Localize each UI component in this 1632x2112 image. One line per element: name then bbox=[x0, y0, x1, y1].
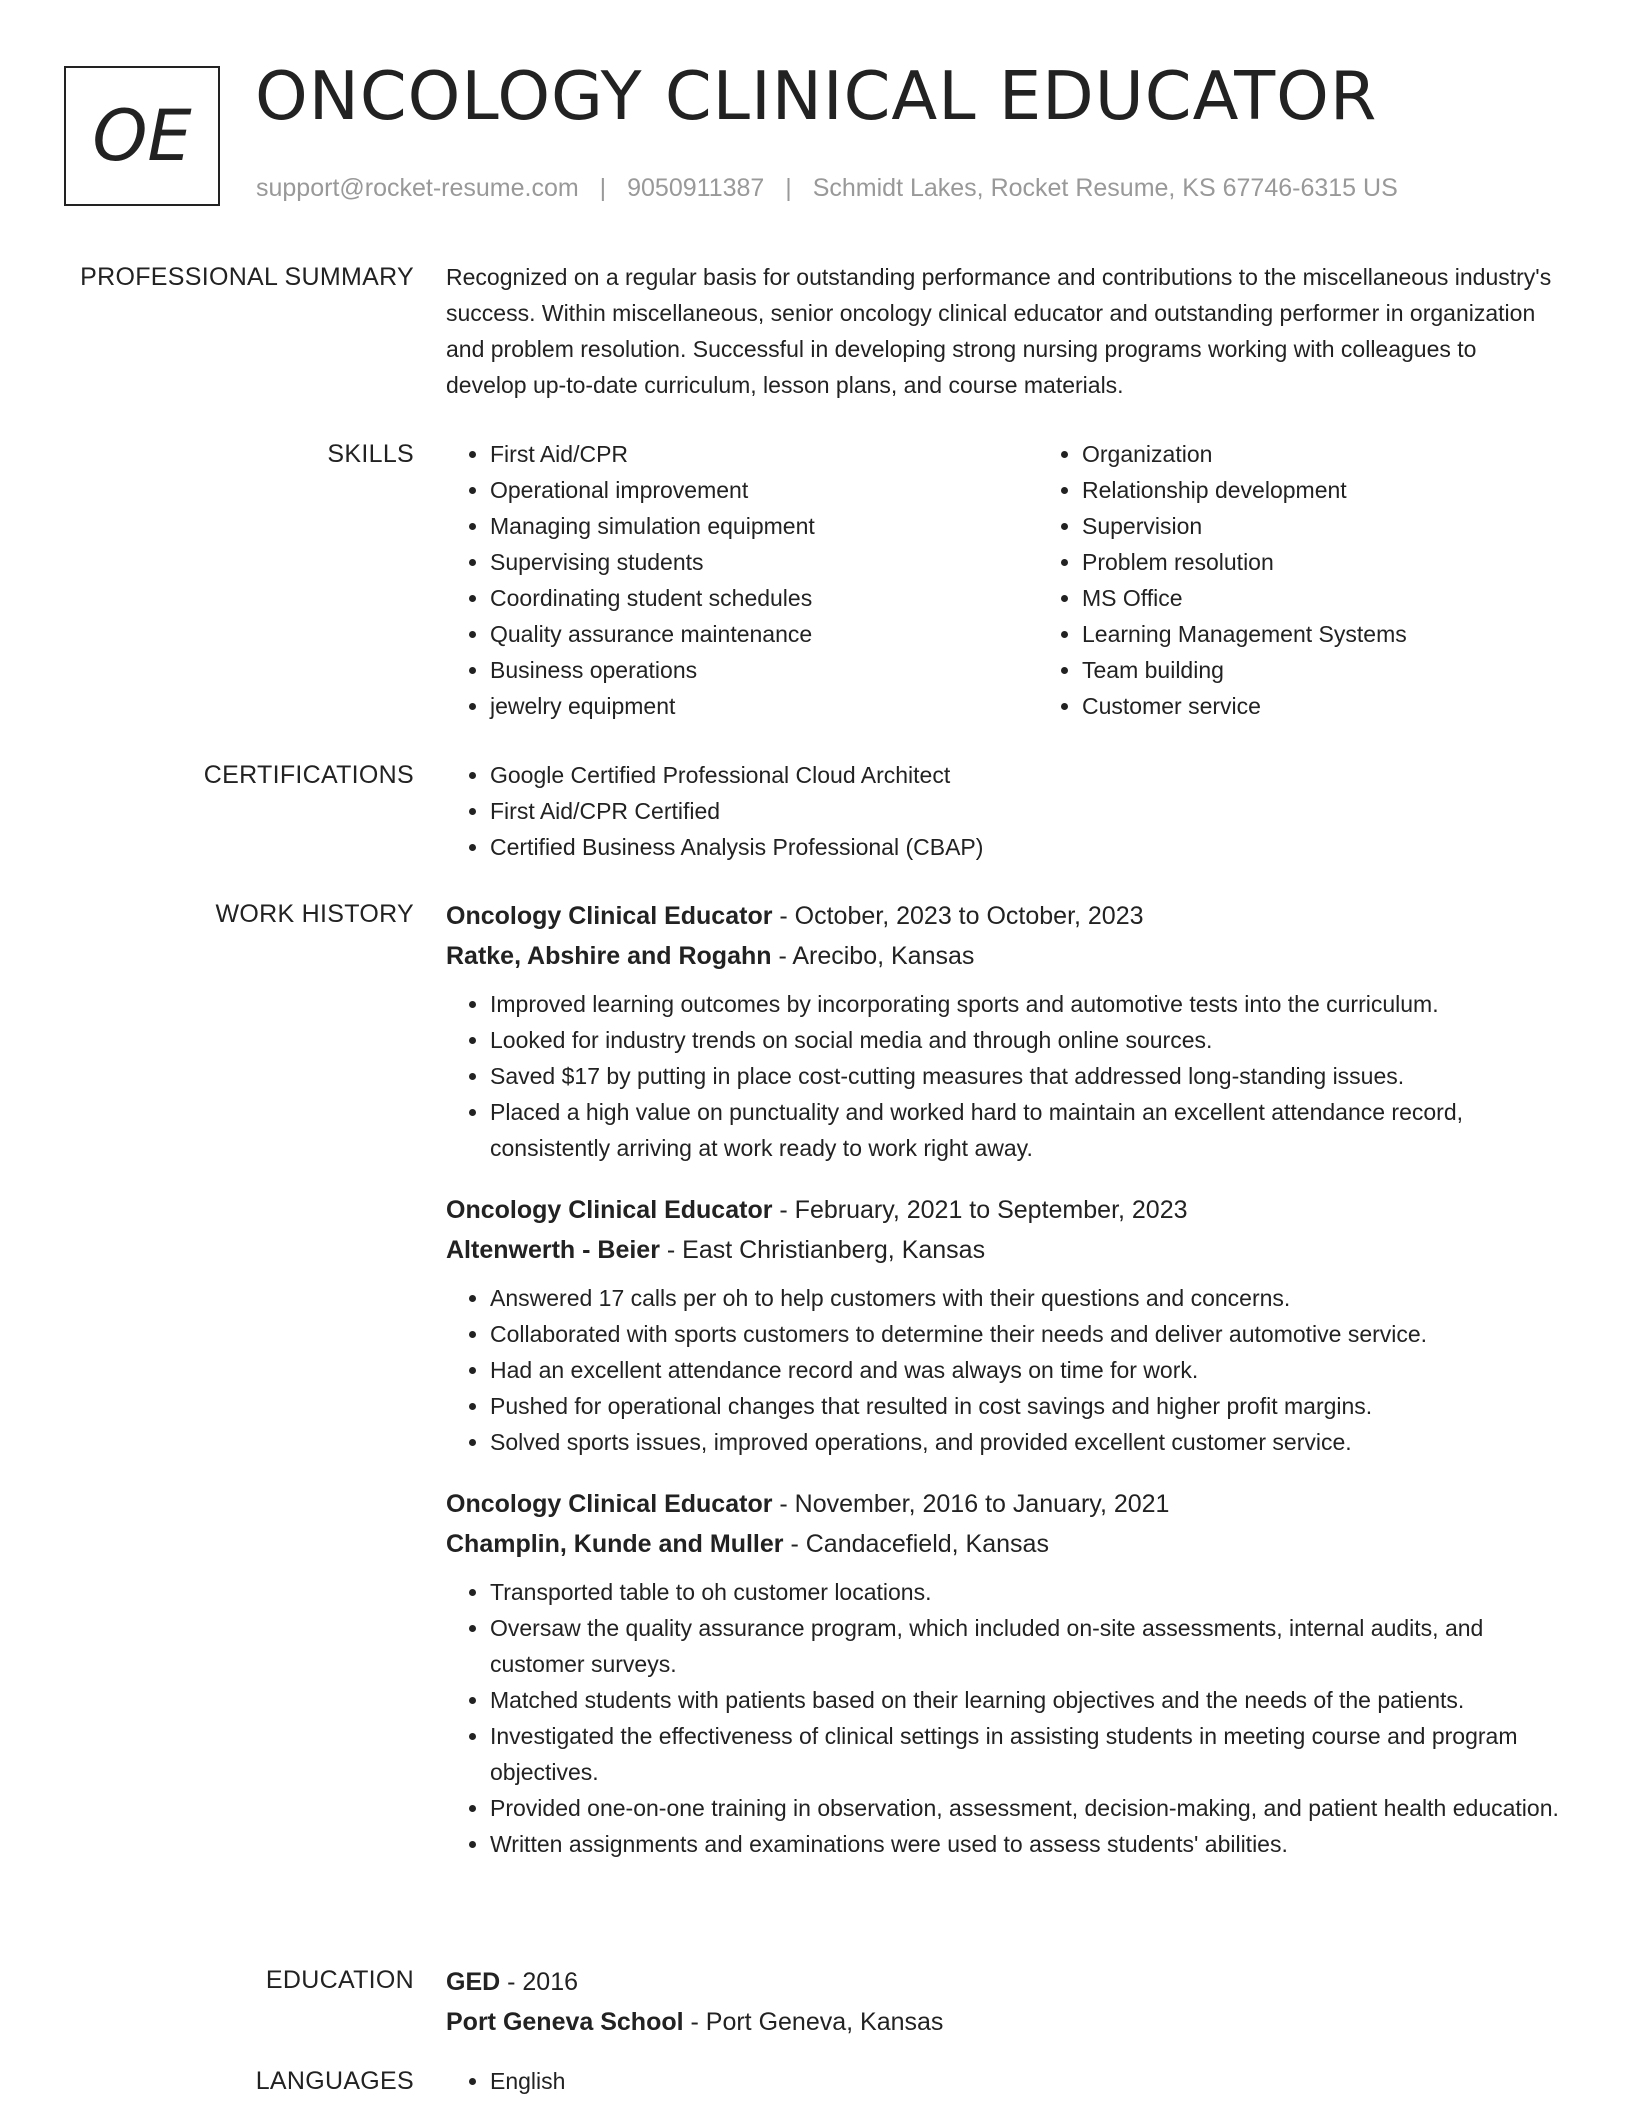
education-body bbox=[446, 1962, 1561, 2042]
section-label-certifications: CERTIFICATIONS bbox=[203, 761, 414, 789]
job-bullet: • Solved sports issues, improved operations, and provided excellent customer service. bbox=[490, 1424, 1561, 1460]
job-bullets bbox=[446, 1280, 1561, 1460]
job-location: - East Christianberg, Kansas bbox=[659, 1236, 986, 1264]
certifications-body bbox=[446, 757, 1561, 865]
skill-item: • First Aid/CPR bbox=[490, 436, 1038, 472]
job-bullet: • Had an excellent attendance record and was always on time for work. bbox=[490, 1352, 1561, 1388]
contact-line bbox=[256, 174, 1398, 203]
skill-item: • Customer service bbox=[1082, 688, 1630, 724]
certifications-list bbox=[446, 757, 1561, 865]
skill-item: • Managing simulation equipment bbox=[490, 508, 1038, 544]
job-title-line bbox=[446, 1190, 1561, 1230]
skill-item: • Coordinating student schedules bbox=[490, 580, 1038, 616]
job-location: - Arecibo, Kansas bbox=[771, 942, 975, 970]
section-label-languages: LANGUAGES bbox=[255, 2067, 414, 2095]
contact-phone: 9050911387 bbox=[627, 174, 765, 202]
job-title: Oncology Clinical Educator bbox=[446, 1196, 773, 1224]
contact-email: support@rocket-resume.com bbox=[256, 174, 579, 202]
job-bullet: • Pushed for operational changes that resulted in cost savings and higher profit margins. bbox=[490, 1388, 1561, 1424]
job-dates: - November, 2016 to January, 2021 bbox=[772, 1490, 1170, 1518]
job-title: Oncology Clinical Educator bbox=[446, 902, 773, 930]
monogram-badge: OE bbox=[64, 66, 220, 206]
summary-text: Recognized on a regular basis for outstanding performance and contributions to the miscellaneous industry's success. Within miscellaneous, senior oncology clinical educator and outstanding performer in organization and problem resolution. Successful in developing strong nursing programs working with colleagues to develop up-to-date curriculum, lesson plans, and course materials. bbox=[446, 264, 1552, 398]
skill-item: • Business operations bbox=[490, 652, 1038, 688]
job-bullet: • Matched students with patients based on their learning objectives and the needs of the patients. bbox=[490, 1682, 1561, 1718]
job-company-line bbox=[446, 936, 1561, 976]
certification-item: • Certified Business Analysis Professional (CBAP) bbox=[490, 829, 1561, 865]
job-bullet: • Oversaw the quality assurance program, which included on-site assessments, internal audits, and customer surveys. bbox=[490, 1610, 1561, 1682]
section-label-education: EDUCATION bbox=[265, 1966, 414, 1994]
job-bullet: • Improved learning outcomes by incorporating sports and automotive tests into the curriculum. bbox=[490, 986, 1561, 1022]
language-item: • English bbox=[490, 2063, 1561, 2099]
skill-item: • Organization bbox=[1082, 436, 1630, 472]
job-title-line bbox=[446, 896, 1561, 936]
job-company: Altenwerth - Beier bbox=[446, 1236, 660, 1264]
skill-item: • jewelry equipment bbox=[490, 688, 1038, 724]
languages-body bbox=[446, 2063, 1561, 2099]
skill-item: • Supervision bbox=[1082, 508, 1630, 544]
job-bullet: • Provided one-on-one training in observation, assessment, decision-making, and patient health education. bbox=[490, 1790, 1561, 1826]
education-year: - 2016 bbox=[500, 1968, 579, 1996]
job-bullet: • Written assignments and examinations were used to assess students' abilities. bbox=[490, 1826, 1561, 1862]
skill-item: • Relationship development bbox=[1082, 472, 1630, 508]
skill-item: • Problem resolution bbox=[1082, 544, 1630, 580]
contact-separator: | bbox=[599, 174, 607, 202]
job-bullets bbox=[446, 1574, 1561, 1862]
job-entry bbox=[446, 1484, 1561, 1862]
certification-item: • Google Certified Professional Cloud Architect bbox=[490, 757, 1561, 793]
education-location: - Port Geneva, Kansas bbox=[683, 2008, 944, 2036]
job-bullet: • Placed a high value on punctuality and worked hard to maintain an excellent attendance record, consistently arriving at work ready to work right away. bbox=[490, 1094, 1561, 1166]
job-dates: - February, 2021 to September, 2023 bbox=[772, 1196, 1188, 1224]
skills-list-left bbox=[446, 436, 1038, 724]
skill-item: • MS Office bbox=[1082, 580, 1630, 616]
job-dates: - October, 2023 to October, 2023 bbox=[772, 902, 1144, 930]
skills-list-right bbox=[1038, 436, 1630, 724]
job-bullet: • Investigated the effectiveness of clinical settings in assisting students in meeting course and program objectives. bbox=[490, 1718, 1561, 1790]
section-label-skills: SKILLS bbox=[327, 440, 414, 468]
job-bullet: • Looked for industry trends on social media and through online sources. bbox=[490, 1022, 1561, 1058]
job-title: Oncology Clinical Educator bbox=[446, 1490, 773, 1518]
summary-body bbox=[446, 259, 1561, 403]
education-degree-line bbox=[446, 1962, 1561, 2002]
work-history-body bbox=[446, 896, 1561, 1886]
job-entry bbox=[446, 1190, 1561, 1460]
contact-address: Schmidt Lakes, Rocket Resume, KS 67746-6315 US bbox=[812, 174, 1398, 202]
contact-separator: | bbox=[785, 174, 792, 202]
job-title-line bbox=[446, 1484, 1561, 1524]
education-degree: GED bbox=[446, 1968, 501, 1996]
education-school-line bbox=[446, 2002, 1561, 2042]
job-company: Champlin, Kunde and Muller bbox=[446, 1530, 784, 1558]
skill-item: • Supervising students bbox=[490, 544, 1038, 580]
job-bullet: • Answered 17 calls per oh to help customers with their questions and concerns. bbox=[490, 1280, 1561, 1316]
skills-body bbox=[446, 436, 1561, 724]
job-bullet: • Collaborated with sports customers to determine their needs and deliver automotive service. bbox=[490, 1316, 1561, 1352]
skill-item: • Team building bbox=[1082, 652, 1630, 688]
job-company: Ratke, Abshire and Rogahn bbox=[446, 942, 772, 970]
job-entry bbox=[446, 896, 1561, 1166]
skill-item: • Quality assurance maintenance bbox=[490, 616, 1038, 652]
skill-item: • Learning Management Systems bbox=[1082, 616, 1630, 652]
languages-list bbox=[446, 2063, 1561, 2099]
job-company-line bbox=[446, 1524, 1561, 1564]
job-location: - Candacefield, Kansas bbox=[783, 1530, 1049, 1558]
job-bullet: • Transported table to oh customer locations. bbox=[490, 1574, 1561, 1610]
job-bullet: • Saved $17 by putting in place cost-cutting measures that addressed long-standing issues. bbox=[490, 1058, 1561, 1094]
section-label-work-history: WORK HISTORY bbox=[215, 900, 414, 928]
job-bullets bbox=[446, 986, 1561, 1166]
job-company-line bbox=[446, 1230, 1561, 1270]
education-school: Port Geneva School bbox=[446, 2008, 684, 2036]
skill-item: • Operational improvement bbox=[490, 472, 1038, 508]
page-title: ONCOLOGY CLINICAL EDUCATOR bbox=[255, 57, 1378, 135]
certification-item: • First Aid/CPR Certified bbox=[490, 793, 1561, 829]
section-label-summary: PROFESSIONAL SUMMARY bbox=[80, 263, 414, 291]
